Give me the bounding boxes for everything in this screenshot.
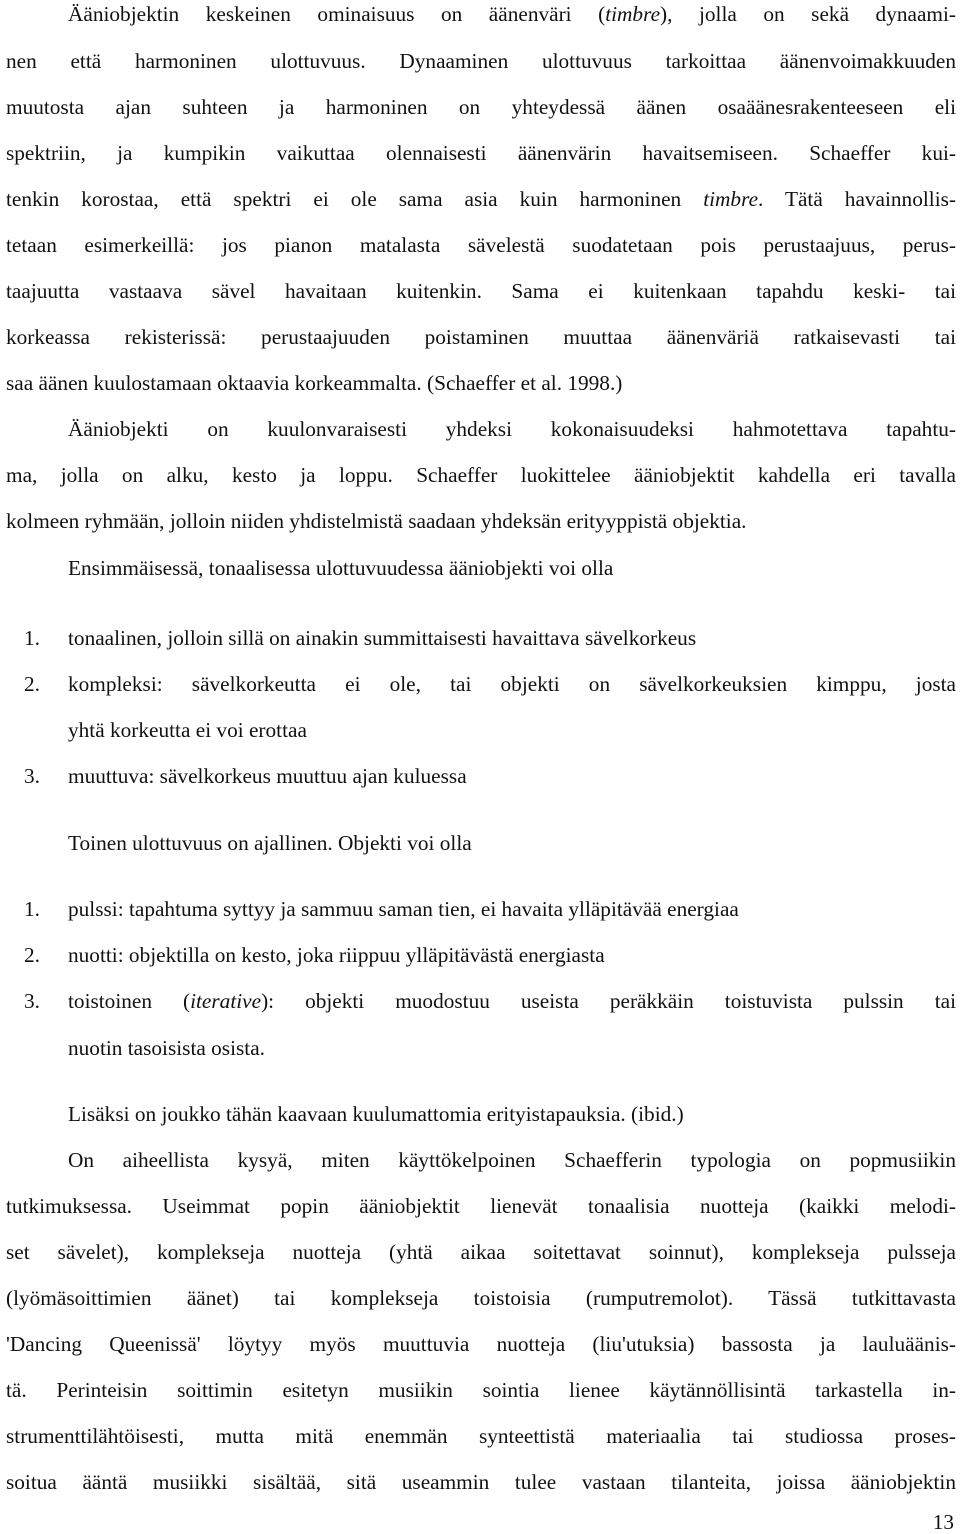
list-2-intro: Toinen ulottuvuus on ajallinen. Objekti voi olla [68,831,472,855]
paragraph-1-line-3: muutosta ajan suhteen ja harmoninen on yhteydessä äänen osaäänesrakenteeseen eli [6,95,956,119]
paragraph-1-line-4: spektriin, ja kumpikin vaikuttaa olennaisesti äänenvärin havaitsemiseen. Schaeffer kui- [6,141,956,165]
list-1-item-1-text: tonaalinen, jolloin sillä on ainakin summittaisesti havaittava sävelkorkeus [68,626,697,650]
paragraph-1-line-2: nen että harmoninen ulottuvuus. Dynaaminen ulottuvuus tarkoittaa äänenvoimakkuuden [6,49,956,73]
list-1-item-3-text: muuttuva: sävelkorkeus muuttuu ajan kuluessa [68,764,467,788]
paragraph-2-line-2: ma, jolla on alku, kesto ja loppu. Schaeffer luokittelee ääniobjektit kahdella eri tavalla [6,463,956,487]
paragraph-1-line-5: tenkin korostaa, että spektri ei ole sama asia kuin harmoninen timbre. Tätä havainnollis- [6,187,956,211]
list-2-item-3-text-cont: nuotin tasoisista osista. [68,1036,265,1060]
list-2-item-2-number: 2. [24,943,40,967]
paragraph-2-line-1: Ääniobjekti on kuulonvaraisesti yhdeksi kokonaisuudeksi hahmotettava tapahtu- [68,417,956,441]
list-2-item-1-text: pulssi: tapahtuma syttyy ja sammuu saman tien, ei havaita ylläpitävää energiaa [68,897,739,921]
paragraph-3-line-7: strumenttilähtöisesti, mutta mitä enemmän synteettistä materiaalia tai studiossa proses- [6,1424,956,1448]
list-1-item-2-text: kompleksi: sävelkorkeutta ei ole, tai objekti on sävelkorkeuksien kimppu, josta [68,672,956,696]
paragraph-3-line-2: tutkimuksessa. Useimmat popin ääniobjektit lienevät tonaalisia nuotteja (kaikki melodi- [6,1194,956,1218]
paragraph-3-line-5: 'Dancing Queenissä' löytyy myös muuttuvia nuotteja (liu'utuksia) bassosta ja lauluäänis- [6,1332,956,1356]
paragraph-2-line-3: kolmeen ryhmään, jolloin niiden yhdistelmistä saadaan yhdeksän erityyppistä objektia. [6,509,747,533]
paragraph-1-line-9: saa äänen kuulostamaan oktaavia korkeammalta. (Schaeffer et al. 1998.) [6,371,623,395]
paragraph-1-line-7: taajuutta vastaava sävel havaitaan kuitenkin. Sama ei kuitenkaan tapahdu keski- tai [6,279,956,303]
paragraph-3-line-8: soitua ääntä musiikki sisältää, sitä useammin tulee vastaan tilanteita, joissa ääniobjektin [6,1470,956,1494]
paragraph-3-line-3: set sävelet), kompleksejа nuotteja (yhtä aikaa soitettavat soinnut), komplekseja pulsseja [6,1240,956,1264]
list-2-item-2-text: nuotti: objektilla on kesto, joka riippuu ylläpitävästä energiasta [68,943,605,967]
paragraph-1-line-1: Ääniobjektin keskeinen ominaisuus on äänenväri (timbre), jolla on sekä dynaami- [68,2,956,26]
list-1-item-1-number: 1. [24,626,40,650]
list-2-outro: Lisäksi on joukko tähän kaavaan kuulumattomia erityistapauksia. (ibid.) [68,1102,684,1126]
list-1-intro: Ensimmäisessä, tonaalisessa ulottuvuudessa ääniobjekti voi olla [68,556,614,580]
list-2-item-3-text: toistoinen (iterative): objekti muodostuu useista peräkkäin toistuvista pulssin tai [68,989,956,1013]
list-1-item-3-number: 3. [24,764,40,788]
list-1-item-2-number: 2. [24,672,40,696]
paragraph-3-line-4: (lyömäsoittimien äänet) tai komplekseja toistoisia (rumputremolot). Tässä tutkittavasta [6,1286,956,1310]
paragraph-1-line-8: korkeassa rekisterissä: perustaajuuden poistaminen muuttaa äänenväriä ratkaisevasti tai [6,325,956,349]
page-number: 13 [932,1510,954,1534]
list-2-item-3-number: 3. [24,989,40,1013]
list-2-item-1-number: 1. [24,897,40,921]
paragraph-1-line-6: tetaan esimerkeillä: jos pianon matalasta sävelestä suodatetaan pois perustaajuus, perus- [6,233,956,257]
list-1-item-2-text-cont: yhtä korkeutta ei voi erottaa [68,718,307,742]
paragraph-3-line-1: On aiheellista kysyä, miten käyttökelpoinen Schaefferin typologia on popmusiikin [68,1148,956,1172]
paragraph-3-line-6: tä. Perinteisin soittimin esitetyn musiikin sointia lienee käytännöllisintä tarkastella in- [6,1378,956,1402]
